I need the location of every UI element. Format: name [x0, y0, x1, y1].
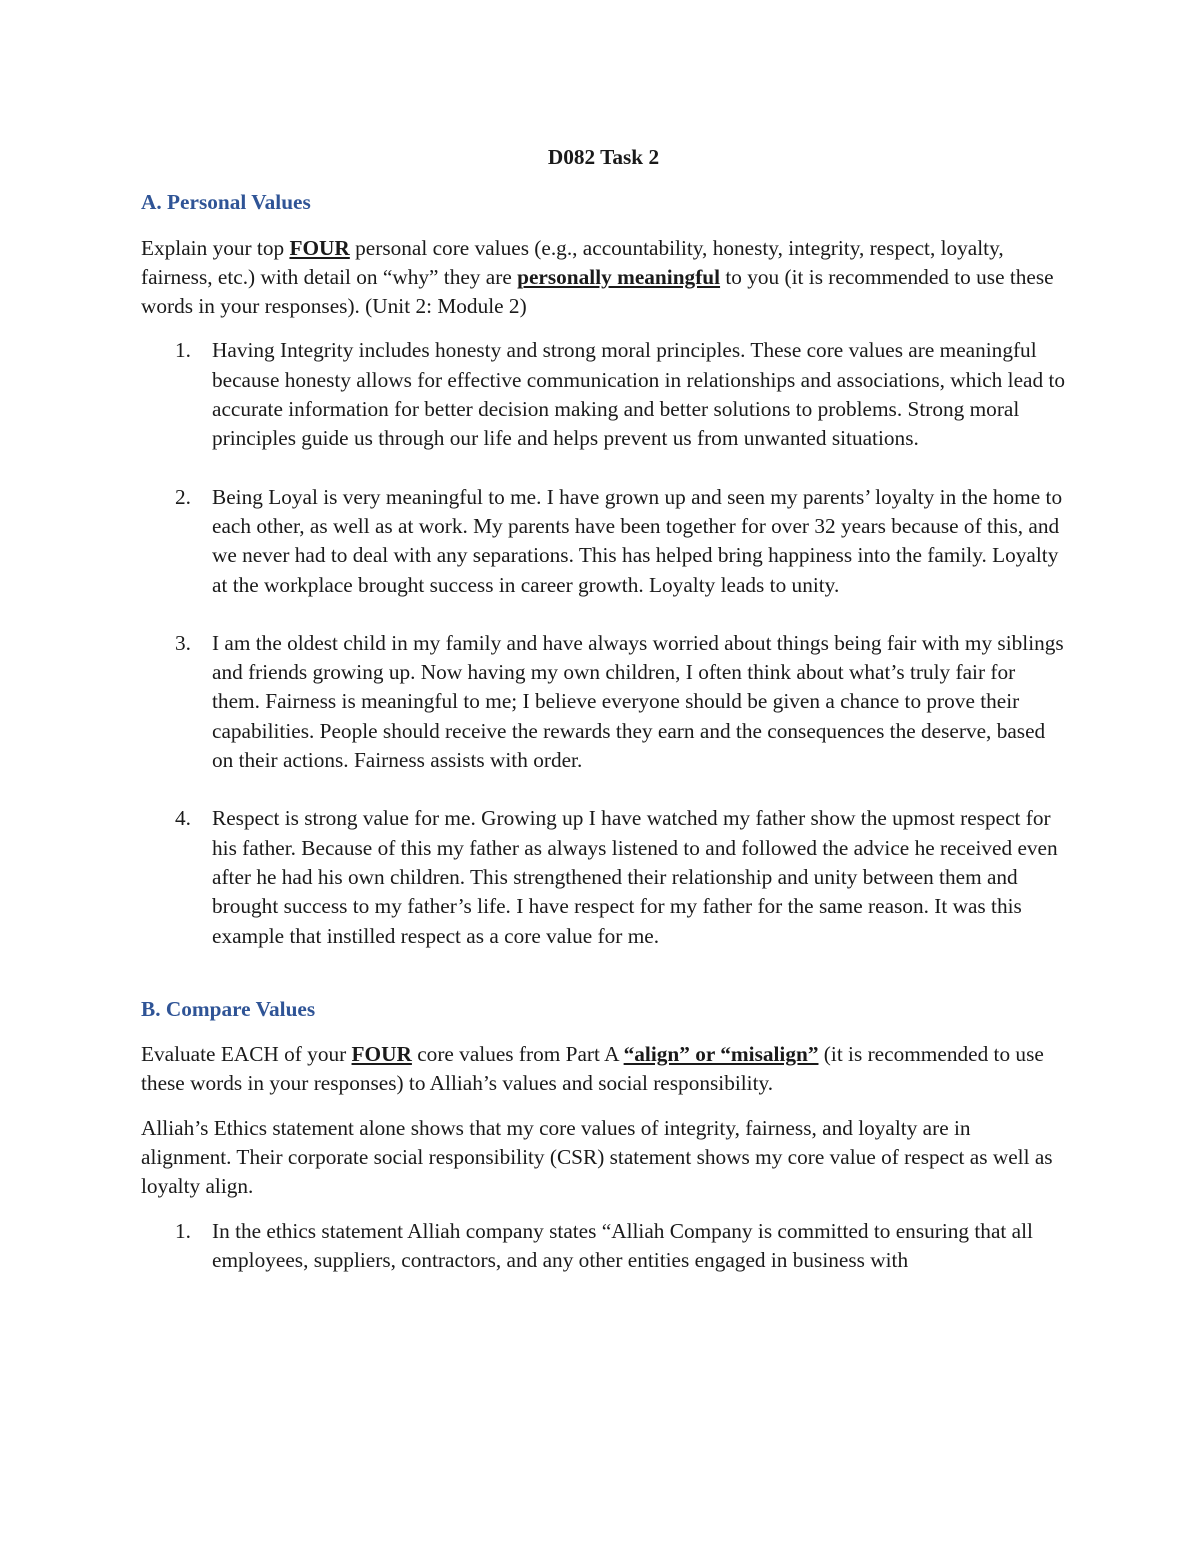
list-number: 2.	[175, 484, 191, 509]
page-title: D082 Task 2	[547, 145, 660, 169]
list-item	[141, 804, 1066, 950]
section-b-prompt	[141, 1040, 1066, 1099]
list-item-text: Having Integrity includes honesty and strong moral principles. These core values are meaningful because honesty allows for effective communication in relationships and associations, which lead to accurate information for better decision making and better solutions to problems. Strong moral principles guide us through our life and helps prevent us from unwanted situations.	[212, 338, 1066, 451]
prompt-text: personal core values (e.g., accountability, honesty, integrity, respect, loyalty, fairness, etc.) with detail on “why” they are	[141, 235, 1004, 289]
prompt-text: core values from Part A	[411, 1042, 624, 1067]
list-number: 3.	[175, 630, 191, 655]
section-b-heading: B. Compare Values	[141, 996, 316, 1021]
prompt-emphasis-meaningful: personally meaningful	[517, 264, 721, 289]
section-a-list	[141, 336, 1066, 950]
list-item	[141, 1217, 1066, 1276]
document-body	[141, 143, 1066, 1275]
list-item	[141, 483, 1066, 600]
section-a-prompt	[141, 234, 1066, 322]
prompt-emphasis-four: FOUR	[289, 235, 350, 260]
list-item-text: Respect is strong value for me. Growing up I have watched my father show the upmost respect for his father. Because of this my father as always listened to and followed the advice he received even after he had his own children. This strengthened their relationship and unity between them and brought success to my father’s life. I have respect for my father for the same reason. It was this example that instilled respect as a core value for me.	[212, 806, 1058, 948]
list-item-text: I am the oldest child in my family and have always worried about things being fair with my siblings and friends growing up. Now having my own children, I often think about what’s truly fair for them. Fairness is meaningful to me; I believe everyone should be given a chance to prove their capabilities. People should receive the rewards they earn and the consequences the deserve, based on their actions. Fairness assists with order.	[212, 630, 1064, 773]
list-item	[141, 629, 1066, 775]
prompt-text: Evaluate EACH of your	[141, 1042, 352, 1067]
list-number: 1.	[175, 1218, 191, 1243]
prompt-emphasis-align: “align” or “misalign”	[623, 1042, 819, 1067]
prompt-text: to you (it is recommended to use these words in your responses). (Unit 2: Module 2)	[141, 264, 1054, 319]
section-b-intro: Alliah’s Ethics statement alone shows that my core values of integrity, fairness, and loyalty are in alignment. Their corporate social responsibility (CSR) statement shows my core value of respect as well as loyalty align.	[141, 1115, 1053, 1199]
list-number: 4.	[175, 806, 191, 831]
list-number: 1.	[175, 338, 191, 363]
section-b-list	[141, 1217, 1066, 1276]
prompt-text: Explain your top	[141, 235, 290, 260]
list-item	[141, 336, 1066, 453]
prompt-emphasis-four: FOUR	[351, 1042, 412, 1067]
list-item-text: Being Loyal is very meaningful to me. I have grown up and seen my parents’ loyalty in the home to each other, as well as at work. My parents have been together for over 32 years because of this, and we never had to deal with any separations. This has helped bring happiness into the family. Loyalty at the workplace brought success in career growth. Loyalty leads to unity.	[212, 484, 1063, 597]
list-item-text: In the ethics statement Alliah company states “Alliah Company is committed to ensuring that all employees, suppliers, contractors, and any other entities engaged in business with	[212, 1218, 1033, 1272]
section-a-heading: A. Personal Values	[141, 190, 311, 215]
prompt-text: (it is recommended to use these words in your responses) to Alliah’s values and social responsibility.	[141, 1042, 1044, 1096]
